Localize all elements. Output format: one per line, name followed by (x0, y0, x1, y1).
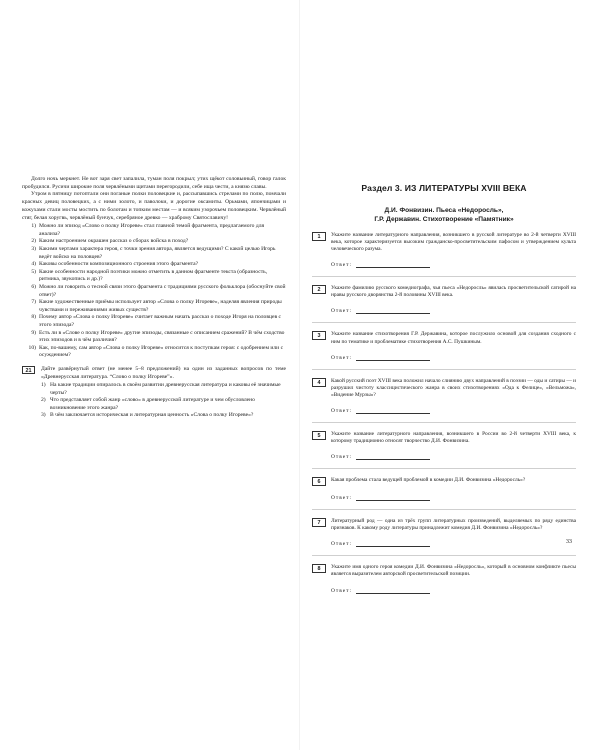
list-item (22, 223, 286, 238)
task-instruction: Дайте развёрнутый ответ (не менее 5–8 предложений) на один из заданных вопросов по теме «Древнерусская литература. “Слово о полку Игореве”». (41, 365, 286, 380)
question-7 (312, 518, 576, 532)
item-number: 4) (31, 261, 36, 268)
text-paragraph: Утром в пятницу потоптали они поганые полки половецкие и, рассыпавшись стрелами по полю, помчали красных девиц половецких, а с ними золото, и паволоки, и дорогие оксамиты. Орьмами, япончицами и кожухами стали мосты мостить по болотам и топким местам — и всяким узорочьем половецким. Червлёный стяг, белая хоругвь, червлёный бунчук, серебряное древко — храброму Святославичу! (22, 191, 286, 221)
question-8 (312, 564, 576, 578)
list-item (22, 314, 286, 329)
item-text: Почему автор «Слова о полку Игореве» считает важным начать рассказ о походе Игоря на половцев с этого эпизода? (39, 314, 281, 328)
list-item (22, 246, 286, 261)
answer-row (331, 539, 576, 547)
answer-row (331, 586, 576, 594)
item-number: 3) (41, 412, 46, 419)
answer-field[interactable] (356, 307, 430, 314)
item-number: 9) (31, 329, 36, 336)
divider (312, 555, 576, 556)
answer-label: Ответ: (331, 587, 353, 594)
divider (312, 422, 576, 423)
answer-label: Ответ: (331, 541, 353, 548)
question-number-box: 3 (312, 331, 326, 340)
item-number: 2) (31, 238, 36, 245)
question-5 (312, 431, 576, 445)
item-number: 1) (31, 223, 36, 230)
divider (312, 322, 576, 323)
topic-heading (312, 207, 576, 224)
task-21 (22, 366, 286, 420)
answer-row (331, 260, 576, 268)
answer-field[interactable] (356, 354, 430, 361)
answer-row (331, 452, 576, 460)
item-text: Каковы особенности композиционного строения этого фрагмента? (39, 261, 199, 268)
item-text: Какими чертами характера героя, с точки зрения автора, является ведущими? С какой целью Игорь ведёт войско на половцев? (39, 246, 276, 260)
answer-label: Ответ: (331, 407, 353, 414)
topic-line-2: Г.Р. Державин. Стихотворение «Памятник» (374, 215, 514, 223)
list-item (22, 261, 286, 269)
divider (312, 468, 576, 469)
list-item (41, 397, 286, 412)
list-item (22, 269, 286, 284)
answer-field[interactable] (356, 494, 430, 501)
question-number-box: 4 (312, 378, 326, 387)
answer-row (331, 406, 576, 414)
answer-label: Ответ: (331, 495, 353, 502)
analysis-questions (22, 223, 286, 360)
question-text: Укажите название стихотворения Г.Р. Державина, которое послужило основой для создания сходного с ним по тематике и проблематике стихотворения А.С. Пушкиным. (331, 331, 576, 345)
list-item (22, 284, 286, 299)
answer-label: Ответ: (331, 454, 353, 461)
question-number-box: 7 (312, 518, 326, 527)
answer-field[interactable] (356, 540, 430, 547)
item-text: Можно ли говорить о тесной связи этого фрагмента с традициями русского фольклора (обоснуйте свой ответ)? (39, 283, 286, 298)
item-number: 8) (31, 314, 36, 321)
item-text: На какие традиции опиралось в своём развитии древнерусская литература и каковы её значимые черты? (50, 382, 281, 396)
section-title: Раздел 3. ИЗ ЛИТЕРАТУРЫ XVIII ВЕКА (361, 183, 527, 193)
task-body (41, 366, 286, 420)
page-number: 33 (565, 538, 572, 545)
answer-label: Ответ: (331, 354, 353, 361)
question-4 (312, 378, 576, 399)
item-number: 1) (41, 382, 46, 389)
item-text: Какие художественные приёмы использует автор «Слова о полку Игореве», наделяя явления природы чувствами и переживаниями живых существ? (39, 299, 282, 313)
list-item (41, 412, 286, 420)
divider (312, 276, 576, 277)
text-paragraph: Долго ночь меркнет. Не вот заря свет запалила, туман поля покрыл; утих щёкот соловьиный, говор галок пробудился. Русичи широкие поля червлёными щитами перегородили, себе ища чести, а князю славы. (22, 176, 286, 190)
answer-field[interactable] (356, 261, 430, 268)
answer-label: Ответ: (331, 308, 353, 315)
item-number: 2) (41, 397, 46, 404)
item-text: Каким настроением окрашен рассказ о сборах войска в поход? (39, 238, 189, 245)
question-3 (312, 331, 576, 345)
list-item (41, 382, 286, 397)
question-text: Укажите название литературного направления, возникшего в России во 2-й четверти XVIII века, к которому традиционно относят творчество Д.И. Фонвизина. (331, 430, 576, 445)
question-number-box: 5 (312, 431, 326, 440)
answer-row (331, 306, 576, 314)
question-text: Укажите фамилию русского комедиографа, чья пьеса «Недоросль» явилась просветительской сатирой на нравы русского дворянства 2-й половины XVIII века. (331, 285, 576, 299)
question-2 (312, 285, 576, 299)
question-text: Укажите название литературного направления, возникшего в русской литературе во 2-й четверти XVIII века, которое характеризуется высоким гражданско-просветительским пафосом и утверждением культа человеческого разума. (331, 232, 576, 253)
question-number-box: 2 (312, 285, 326, 294)
answer-field[interactable] (356, 407, 430, 414)
item-text: Как, по-вашему, сам автор «Слова о полку Игореве» относится к поступкам героя: с одобрением или с осуждением? (39, 344, 284, 359)
item-number: 7) (31, 299, 36, 306)
answer-row (331, 353, 576, 361)
answer-field[interactable] (356, 453, 430, 460)
question-block (312, 232, 576, 594)
answer-label: Ответ: (331, 262, 353, 269)
item-number: 5) (31, 268, 36, 275)
item-text: Есть ли в «Слове о полку Игореве» другие эпизоды, связанные с описанием сражений? В чём сходство этих эпизодов и в чём различия? (39, 329, 285, 344)
question-number-box: 6 (312, 477, 326, 486)
item-number: 3) (31, 246, 36, 252)
task-number-box: 21 (22, 366, 35, 374)
answer-field[interactable] (356, 587, 430, 594)
question-number-box: 1 (312, 232, 326, 241)
list-item (22, 345, 286, 360)
question-text: Какой русский поэт XVIII века положил начало слиянию двух направлений в поэзии — оды и сатиры — и разрушил чистоту классицистического жанра в своих стихотворениях «Ода к Фелице», «Вельможа», «Видение Мурзы»? (331, 377, 576, 398)
question-1 (312, 232, 576, 253)
list-item (22, 299, 286, 314)
item-text: Можно ли эпизод «Слово о полку Игореве» стал главной темой фрагмента, предлагаемого для анализа? (39, 223, 265, 237)
item-number: 6) (31, 283, 36, 290)
topic-line-1: Д.И. Фонвизин. Пьеса «Недоросль», (384, 207, 504, 214)
list-item (22, 238, 286, 246)
task-options (41, 382, 286, 420)
item-text: Какие особенности народной поэтики можно отметить в данном фрагменте текста (образность, ритмика, звукопись и др.)? (39, 268, 268, 283)
item-text: Что представляет собой жанр «слово» в древнерусской литературе и чем обусловлено возникновение этого жанра? (50, 397, 255, 411)
item-number: 10) (28, 344, 36, 351)
question-6 (312, 477, 576, 486)
question-number-box: 8 (312, 564, 326, 573)
divider (312, 509, 576, 510)
divider (312, 369, 576, 370)
question-text: Литературный род — одна из трёх групп литературных произведений, выделяемых по ряду единства признаков. К какому роду литературы принадлежит комедия Д.И. Фонвизина «Недоросль»? (331, 518, 576, 532)
right-page (300, 0, 600, 750)
answer-row (331, 493, 576, 501)
item-text: В чём заключается историческая и литературная ценность «Слова о полку Игореве»? (50, 412, 254, 419)
question-text: Укажите имя одного героя комедии Д.И. Фонвизина «Недоросль», который в основном конфликте пьесы является выразителем авторской просветительской позиции. (331, 564, 576, 578)
question-text: Какая проблема стала ведущей проблемой в комедии Д.И. Фонвизина «Недоросль»? (331, 477, 526, 484)
list-item (22, 330, 286, 345)
